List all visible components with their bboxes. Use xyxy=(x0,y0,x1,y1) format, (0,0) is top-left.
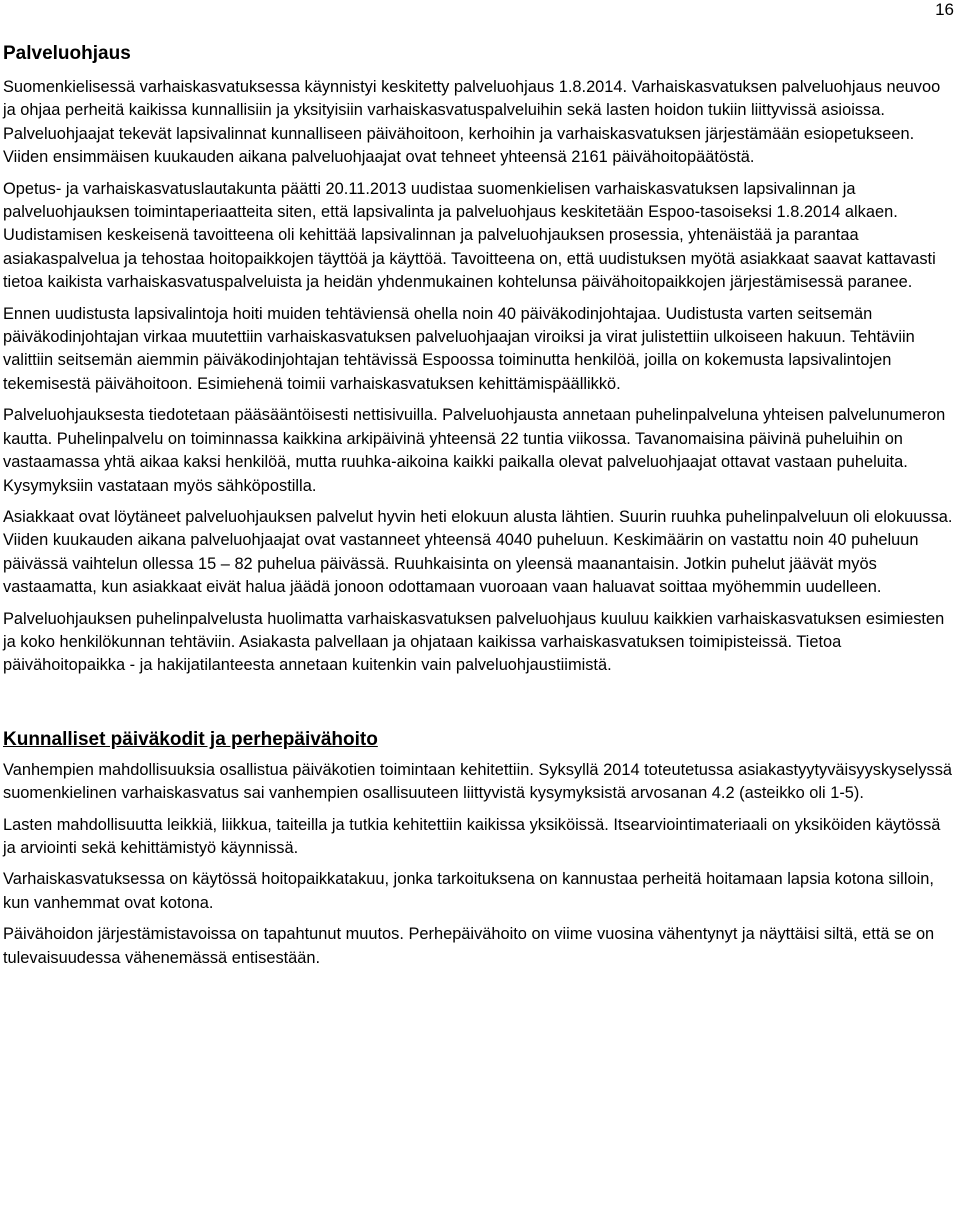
section-spacer xyxy=(3,686,957,728)
paragraph: Palveluohjauksesta tiedotetaan pääsääntöisesti nettisivuilla. Palveluohjausta annetaan puhelinpalveluna yhteisen palvelunumeron kautta. Puhelinpalvelu on toiminnassa kaikkina arkipäivinä yhteensä 22 tuntia viikossa. Tavanomaisina päivinä puheluihin on vastaamassa yhtä aikaa kaksi henkilöä, mutta ruuhka-aikoina kaikki paikalla olevat palveluohjaajat ottavat vastaan puheluita. Kysymyksiin vastataan myös sähköpostilla. xyxy=(3,406,946,495)
page-number: 16 xyxy=(935,0,954,19)
paragraph: Lasten mahdollisuutta leikkiä, liikkua, taiteilla ja tutkia kehitettiin kaikissa yksiköissä. Itsearviointimateriaali on yksiköiden käytössä ja arviointi sekä kehittämistyö käynnissä. xyxy=(3,815,941,857)
paragraph: Asiakkaat ovat löytäneet palveluohjauksen palvelut hyvin heti elokuun alusta lähtien. Suurin ruuhka puhelinpalveluun oli elokuussa. Viiden kuukauden aikana palveluohjaajat ovat vastanneet yhteensä 4040 puheluun. Keskimäärin on vastattu noin 40 puheluun päivässä vaihtelun ollessa 15 – 82 puhelua päivässä. Ruuhkaisinta on yleensä maanantaisin. Jotkin puhelut jäävät myös vastaamatta, kun asiakkaat eivät halua jäädä jonoon odottamaan vuoroaan vaan haluavat soittaa myöhemmin uudelleen. xyxy=(3,507,953,597)
paragraph: Suomenkielisessä varhaiskasvatuksessa käynnistyi keskitetty palveluohjaus 1.8.2014. Varhaiskasvatuksen palveluohjaus neuvoo ja ohjaa perheitä kaikissa kunnallisiin ja yksityisiin varhaiskasvatuspalveluihin sekä lasten hoidon tukiin liittyvissä asioissa. Palveluohjaajat tekevät lapsivalinnat kunnalliseen päivähoitoon, kerhoihin ja varhaiskasvatuksen järjestämään esiopetukseen. Viiden ensimmäisen kuukauden aikana palveluohjaajat ovat tehneet yhteensä 2161 päivähoitopäätöstä. xyxy=(3,78,941,167)
section-kunnalliset-paivakodit xyxy=(3,728,957,970)
paragraph: Ennen uudistusta lapsivalintoja hoiti muiden tehtäviensä ohella noin 40 päiväkodinjohtajaa. Uudistusta varten seitsemän päiväkodinjohtajan virkaa muutettiin varhaiskasvatuksen palveluohjaajan viroiksi ja virat julistettiin ulkoiseen hakuun. Tehtäviin valittiin seitsemän aiemmin päiväkodinjohtajan tehtävissä Espoossa toiminutta henkilöä, joilla on kokemusta lapsivalintojen tekemisestä päivähoitoon. Esimiehenä toimii varhaiskasvatuksen kehittämispäällikkö. xyxy=(3,304,915,393)
paragraph: Palveluohjauksen puhelinpalvelusta huolimatta varhaiskasvatuksen palveluohjaus kuuluu kaikkien varhaiskasvatuksen esimiesten ja koko henkilökunnan tehtäviin. Asiakasta palvellaan ja ohjataan kaikissa varhaiskasvatuksen toimipisteissä. Tietoa päivähoitopaikka - ja hakijatilanteesta annetaan kuitenkin vain palveluohjaustiimistä. xyxy=(3,609,945,675)
document-body xyxy=(3,42,957,978)
paragraph: Päivähoidon järjestämistavoissa on tapahtunut muutos. Perhepäivähoito on viime vuosina vähentynyt ja näyttäisi siltä, että se on tulevaisuudessa vähenemässä entisestään. xyxy=(3,925,935,967)
paragraph: Opetus- ja varhaiskasvatuslautakunta päätti 20.11.2013 uudistaa suomenkielisen varhaiskasvatuksen lapsivalinnan ja palveluohjauksen toimintaperiaatteita siten, että lapsivalinta ja palveluohjaus keskitetään Espoo-tasoiseksi 1.8.2014 alkaen. Uudistamisen keskeisenä tavoitteena oli kehittää lapsivalinnan ja palveluohjauksen prosessia, yhtenäistää ja parantaa asiakaspalvelua ja tehostaa hoitopaikkojen täyttöä ja käyttöä. Tavoitteena on, että uudistuksen myötä asiakkaat saavat kattavasti tietoa kaikista varhaiskasvatuspalveluista ja heidän yhdenmukainen kohtelunsa päivähoitopaikkojen järjestämisessä paranee. xyxy=(3,179,936,292)
subsection-heading: Kunnalliset päiväkodit ja perhepäivähoito xyxy=(3,728,378,750)
section-heading: Palveluohjaus xyxy=(3,43,131,64)
section-palveluohjaus xyxy=(3,42,957,678)
paragraph: Vanhempien mahdollisuuksia osallistua päiväkotien toimintaan kehitettiin. Syksyllä 2014 toteutetussa asiakastyytyväisyyskyselyssä suomenkielinen varhaiskasvatus sai vanhempien osallisuuteen liittyvistä kysymyksistä arvosanan 4.2 (asteikko oli 1-5). xyxy=(3,760,953,803)
paragraph: Varhaiskasvatuksessa on käytössä hoitopaikkatakuu, jonka tarkoituksena on kannustaa perheitä hoitamaan lapsia kotona silloin, kun vanhemmat ovat kotona. xyxy=(3,870,934,912)
